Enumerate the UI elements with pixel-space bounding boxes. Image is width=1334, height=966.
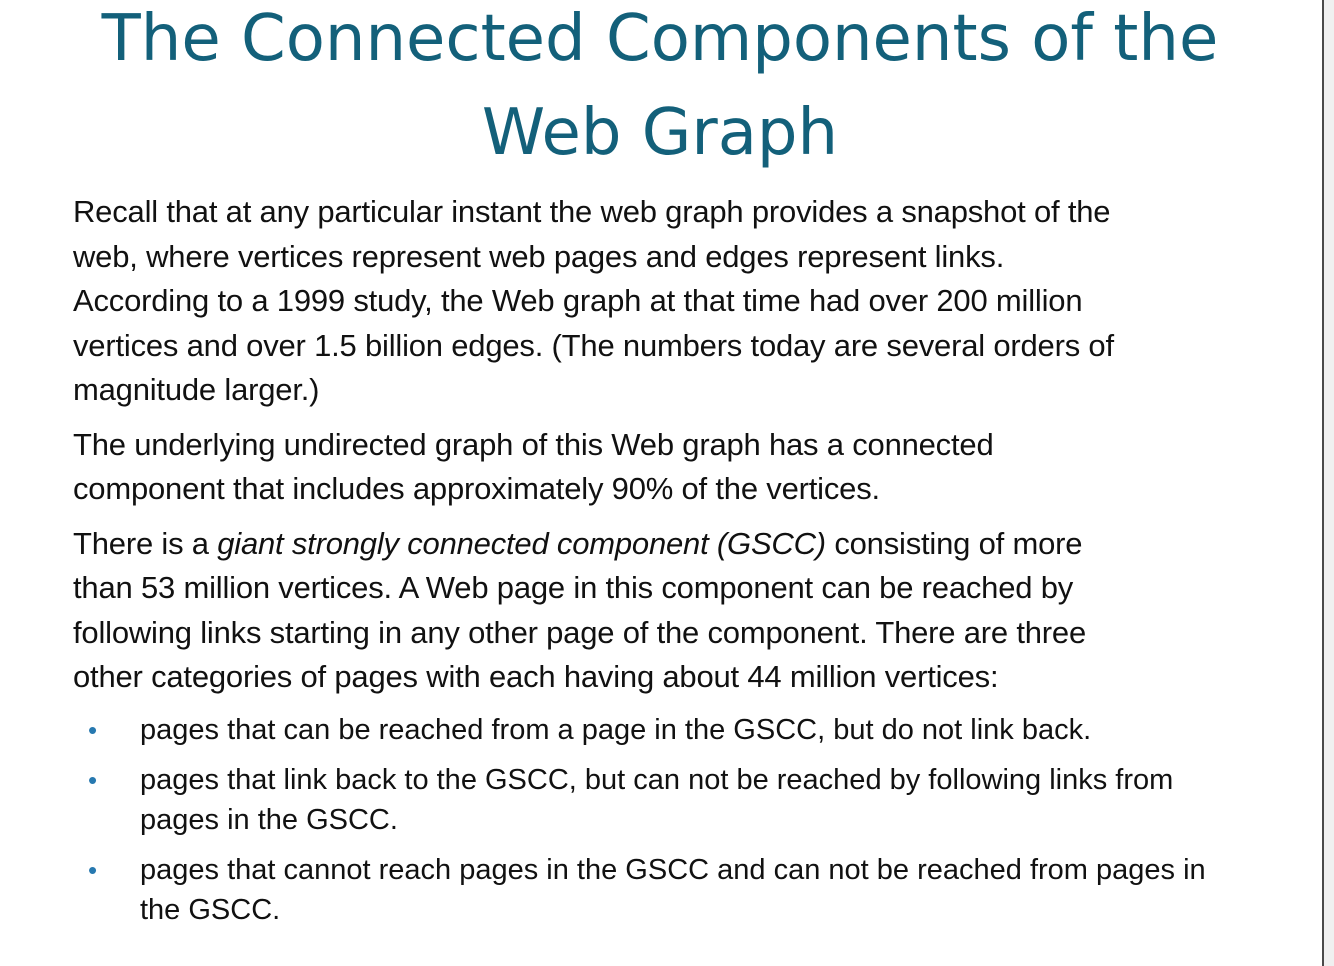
paragraph-line: vertices and over 1.5 billion edges. (The numbers today are several orders of (73, 327, 1114, 363)
bullet-text: the GSCC. (140, 894, 281, 926)
paragraph-line: following links starting in any other page of the component. There are three (73, 614, 1087, 650)
title-line-2: Web Graph (481, 96, 839, 170)
paragraph-line: other categories of pages with each having about 44 million vertices: (73, 659, 999, 694)
slide-title (40, 0, 1280, 180)
paragraph-line: The underlying undirected graph of this Web graph has a connected (73, 426, 994, 462)
paragraph-line: web, where vertices represent web pages and edges represent links. (73, 238, 1005, 274)
bullet-text: pages that link back to the GSCC, but can not be reached by following links from (140, 764, 1174, 796)
title-line-1: The Connected Components of the (101, 2, 1219, 76)
list-item (88, 760, 1278, 840)
paragraph-line: Recall that at any particular instant the web graph provides a snapshot of the (73, 194, 1111, 229)
bullet-icon: • (88, 715, 98, 745)
paragraph-line: magnitude larger.) (73, 372, 320, 407)
slide-body (73, 190, 1273, 710)
paragraph-line: According to a 1999 study, the Web graph at that time had over 200 million (73, 283, 1083, 318)
bullet-icon: • (88, 855, 98, 885)
list-item (88, 710, 1278, 750)
paragraph-web-graph-snapshot (73, 190, 1273, 413)
list-item (88, 850, 1278, 930)
gscc-term: giant strongly connected component (GSCC) (217, 525, 826, 561)
gscc-line-prefix: There is a (73, 525, 218, 561)
paragraph-gscc (73, 522, 1273, 700)
paragraph-line: than 53 million vertices. A Web page in this component can be reached by (73, 570, 1074, 605)
paragraph-line (73, 522, 1273, 567)
bullet-text: pages that cannot reach pages in the GSCC and can not be reached from pages in (140, 854, 1206, 886)
bullet-list (88, 710, 1278, 940)
bullet-icon: • (88, 765, 98, 795)
bullet-text: pages in the GSCC. (140, 804, 398, 836)
viewer-right-edge (1322, 0, 1334, 966)
gscc-line-suffix: consisting of more (825, 525, 1083, 561)
bullet-text: pages that can be reached from a page in the GSCC, but do not link back. (140, 714, 1092, 746)
paragraph-line: component that includes approximately 90% of the vertices. (73, 471, 880, 506)
paragraph-undirected-graph (73, 423, 1273, 512)
